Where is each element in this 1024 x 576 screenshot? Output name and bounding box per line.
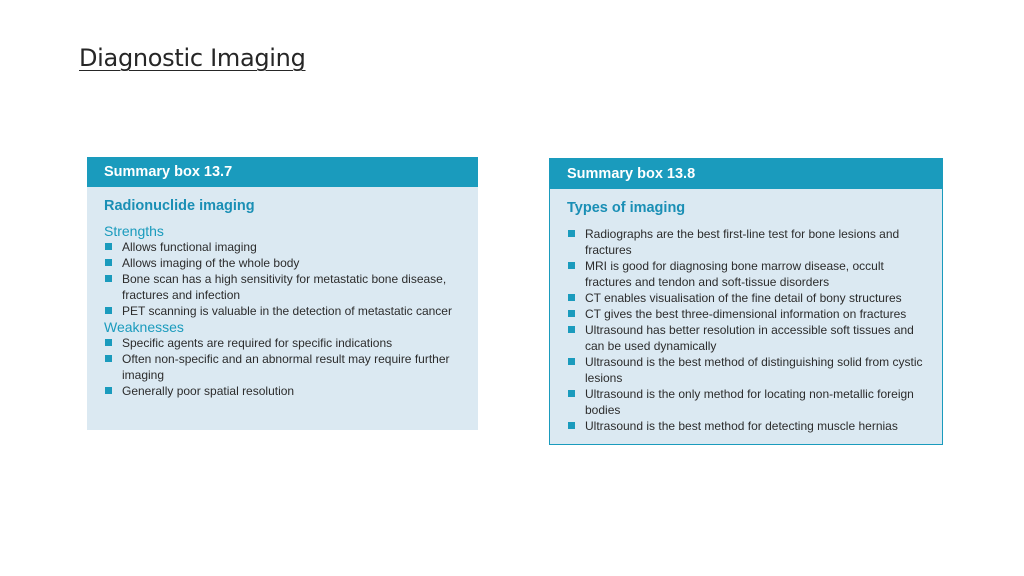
- list-item: [567, 322, 932, 354]
- list-item: [104, 383, 468, 399]
- square-bullet-icon: [105, 355, 112, 362]
- list-item: [567, 258, 932, 290]
- summary-box-13-8: [549, 158, 943, 445]
- square-bullet-icon: [105, 275, 112, 282]
- list-item: [104, 271, 468, 303]
- list-item-text: Ultrasound has better resolution in accessible soft tissues and can be used dynamically: [585, 323, 914, 353]
- list-item-text: Radiographs are the best first-line test for bone lesions and fractures: [585, 227, 900, 257]
- square-bullet-icon: [105, 307, 112, 314]
- list-item-text: Allows imaging of the whole body: [122, 256, 300, 270]
- square-bullet-icon: [568, 358, 575, 365]
- square-bullet-icon: [105, 259, 112, 266]
- summary-box-13-7: [87, 157, 478, 430]
- summary-box-subtitle: Types of imaging: [567, 200, 686, 216]
- list-item: [104, 335, 468, 351]
- summary-box-header: Summary box 13.7: [87, 157, 478, 187]
- list-item: [567, 354, 932, 386]
- list-item: [104, 351, 468, 383]
- list-item: [567, 386, 932, 418]
- square-bullet-icon: [105, 243, 112, 250]
- list-item: [104, 303, 468, 319]
- list-item: [567, 226, 932, 258]
- list-item: [567, 418, 932, 434]
- square-bullet-icon: [568, 294, 575, 301]
- summary-box-subtitle: Radionuclide imaging: [104, 198, 255, 214]
- list-item-text: Allows functional imaging: [122, 240, 257, 254]
- weaknesses-heading: Weaknesses: [104, 319, 184, 335]
- list-item-text: Generally poor spatial resolution: [122, 384, 295, 398]
- strengths-list: [87, 239, 478, 319]
- square-bullet-icon: [105, 387, 112, 394]
- square-bullet-icon: [105, 339, 112, 346]
- square-bullet-icon: [568, 390, 575, 397]
- list-item: [567, 306, 932, 322]
- summary-box-header: Summary box 13.8: [550, 159, 942, 189]
- list-item-text: PET scanning is valuable in the detection of metastatic cancer: [122, 304, 452, 318]
- square-bullet-icon: [568, 230, 575, 237]
- list-item-text: Bone scan has a high sensitivity for metastatic bone disease, fractures and infection: [122, 272, 447, 302]
- list-item-text: Ultrasound is the best method for detecting muscle hernias: [585, 419, 898, 433]
- list-item-text: Ultrasound is the best method of distinguishing solid from cystic lesions: [585, 355, 923, 385]
- list-item: [104, 239, 468, 255]
- list-item-text: Ultrasound is the only method for locating non-metallic foreign bodies: [585, 387, 914, 417]
- list-item: [567, 290, 932, 306]
- list-item-text: MRI is good for diagnosing bone marrow disease, occult fractures and tendon and soft-tissue disorders: [585, 259, 884, 289]
- list-item-text: CT enables visualisation of the fine detail of bony structures: [585, 291, 902, 305]
- square-bullet-icon: [568, 422, 575, 429]
- list-item-text: Often non-specific and an abnormal result may require further imaging: [122, 352, 450, 382]
- imaging-types-list: [550, 226, 942, 434]
- list-item-text: CT gives the best three-dimensional information on fractures: [585, 307, 907, 321]
- weaknesses-list: [87, 335, 478, 399]
- list-item: [104, 255, 468, 271]
- square-bullet-icon: [568, 326, 575, 333]
- strengths-heading: Strengths: [104, 223, 164, 239]
- list-item-text: Specific agents are required for specific indications: [122, 336, 393, 350]
- square-bullet-icon: [568, 262, 575, 269]
- square-bullet-icon: [568, 310, 575, 317]
- slide-title: Diagnostic Imaging: [79, 44, 306, 72]
